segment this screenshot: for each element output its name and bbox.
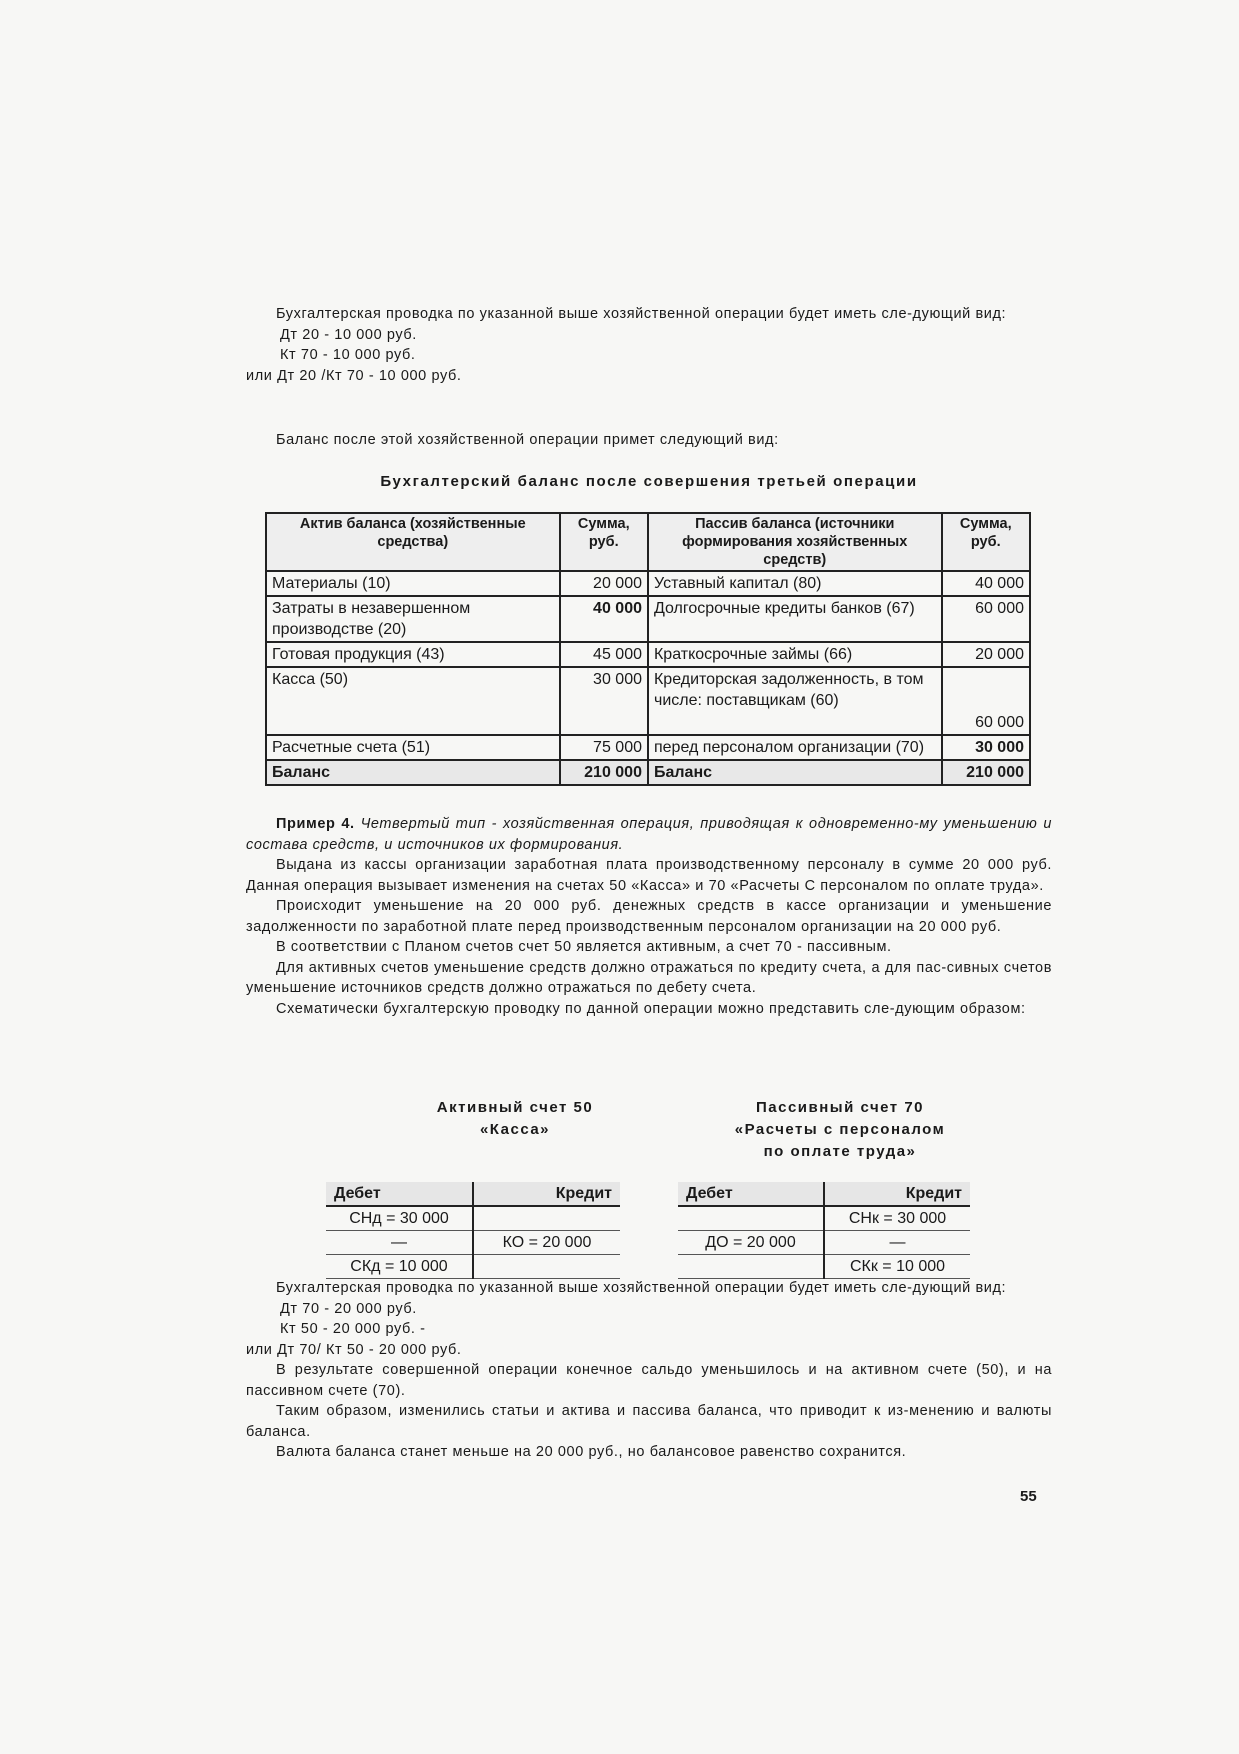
example-block	[246, 814, 1052, 1019]
asset-cell: Касса (50)	[266, 667, 560, 735]
example-label: Пример 4.	[276, 816, 355, 832]
balance-header-row	[266, 513, 1030, 571]
closing-para-2: Таким образом, изменились статьи и актива и пассива баланса, что приводит к из-менению и валюты баланса.	[246, 1403, 1052, 1440]
t-account-row	[678, 1255, 970, 1279]
example-para-5: Схематически бухгалтерскую проводку по данной операции можно представить сле-дующим образом:	[276, 1000, 1026, 1017]
credit-cell	[473, 1255, 620, 1279]
closing-para-1: В результате совершенной операции конечное сальдо уменьшилось и на активном счете (50), и на пассивном счете (70).	[246, 1362, 1052, 1399]
debit-cell	[678, 1255, 824, 1279]
closing-para-3: Валюта баланса станет меньше на 20 000 руб., но балансовое равенство сохранится.	[276, 1444, 907, 1460]
active-account-title-line2: «Касса»	[479, 1121, 551, 1138]
example-para-2: Происходит уменьшение на 20 000 руб. денежных средств в кассе организации и уменьшение задолженности по заработной плате перед производственным персоналом организации на 20 000 руб.	[246, 898, 1052, 935]
example-para-4: Для активных счетов уменьшение средств должно отражаться по кредиту счета, а для пас-сивных счетов уменьшение источников средств должно отражаться по дебету счета.	[246, 959, 1052, 996]
t-account-row	[326, 1231, 620, 1255]
closing-credit-line: Кт 50 - 20 000 руб. -	[280, 1321, 426, 1337]
table-row	[266, 642, 1030, 667]
active-t-account	[326, 1182, 620, 1279]
balance-title: Бухгалтерский баланс после совершения третьей операции	[380, 473, 918, 490]
debit-cell: СНд = 30 000	[326, 1206, 473, 1231]
entry-combined-line: или Дт 20 /Кт 70 - 10 000 руб.	[246, 367, 462, 384]
passive-account-title	[690, 1097, 990, 1163]
passive-account-title-line3: по оплате труда»	[763, 1143, 917, 1160]
asset-sum-cell: 45 000	[560, 642, 648, 667]
balance-intro-text: Баланс после этой хозяйственной операции примет следующий вид:	[276, 432, 779, 448]
entry-credit-line: Кт 70 - 10 000 руб.	[280, 347, 416, 363]
t-account-header	[678, 1182, 970, 1206]
credit-header: Кредит	[824, 1182, 970, 1206]
asset-cell: Затраты в незавершенном производстве (20)	[266, 596, 560, 642]
liability-cell: Краткосрочные займы (66)	[648, 642, 942, 667]
liability-sum-cell: 60 000	[942, 667, 1030, 735]
credit-cell: СКк = 10 000	[824, 1255, 970, 1279]
page-number: 55	[1020, 1488, 1037, 1505]
table-row	[266, 667, 1030, 735]
total-asset-sum: 210 000	[560, 760, 648, 785]
example-para-3: В соответствии с Планом счетов счет 50 является активным, а счет 70 - пассивным.	[276, 939, 892, 955]
intro-block	[246, 304, 1052, 386]
passive-t-account	[678, 1182, 970, 1279]
table-row	[266, 735, 1030, 760]
table-row	[266, 596, 1030, 642]
header-liability: Пассив баланса (источники формирования хозяйственных средств)	[648, 513, 942, 571]
balance-table	[265, 512, 1031, 786]
liability-sum-cell: 30 000	[942, 735, 1030, 760]
debit-header: Дебет	[326, 1182, 473, 1206]
liability-sum-cell: 40 000	[942, 571, 1030, 596]
credit-cell: СНк = 30 000	[824, 1206, 970, 1231]
asset-sum-cell: 75 000	[560, 735, 648, 760]
intro-paragraph: Бухгалтерская проводка по указанной выше хозяйственной операции будет иметь сле-дующий вид:	[276, 306, 1007, 322]
header-asset: Актив баланса (хозяйственные средства)	[266, 513, 560, 571]
liability-cell: Уставный капитал (80)	[648, 571, 942, 596]
closing-debit-line: Дт 70 - 20 000 руб.	[280, 1300, 417, 1317]
active-account-title	[380, 1097, 650, 1141]
asset-cell: Готовая продукция (43)	[266, 642, 560, 667]
t-account-row	[326, 1255, 620, 1279]
balance-total-row	[266, 760, 1030, 785]
passive-account-title-line1: Пассивный счет 70	[755, 1099, 924, 1116]
debit-cell: —	[326, 1231, 473, 1255]
closing-block	[246, 1278, 1052, 1463]
closing-paragraph: Бухгалтерская проводка по указанной выше хозяйственной операции будет иметь сле-дующий вид:	[276, 1280, 1007, 1296]
credit-header: Кредит	[473, 1182, 620, 1206]
liability-sum-cell: 20 000	[942, 642, 1030, 667]
asset-sum-cell: 30 000	[560, 667, 648, 735]
header-asset-sum: Сумма, руб.	[560, 513, 648, 571]
liability-sum-cell: 60 000	[942, 596, 1030, 642]
balance-intro	[246, 430, 1052, 451]
example-italic: Четвертый тип - хозяйственная операция, приводящая к одновременно-му уменьшению и состава средств, и источников их формирования.	[246, 816, 1052, 853]
total-asset-label: Баланс	[266, 760, 560, 785]
example-intro	[246, 814, 1052, 855]
example-para-1: Выдана из кассы организации заработная плата производственному персоналу в сумме 20 000 руб. Данная операция вызывает изменения на счетах 50 «Касса» и 70 «Расчеты С персоналом по оплате труда».	[246, 857, 1052, 894]
t-account-row	[678, 1231, 970, 1255]
active-account-title-line1: Активный счет 50	[436, 1099, 594, 1116]
entry-debit-line: Дт 20 - 10 000 руб.	[280, 326, 417, 343]
asset-sum-cell: 20 000	[560, 571, 648, 596]
header-liability-sum: Сумма, руб.	[942, 513, 1030, 571]
passive-account-title-line2: «Расчеты с персоналом	[734, 1121, 946, 1138]
liability-cell: перед персоналом организации (70)	[648, 735, 942, 760]
asset-cell: Материалы (10)	[266, 571, 560, 596]
closing-combined-line: или Дт 70/ Кт 50 - 20 000 руб.	[246, 1341, 462, 1358]
debit-cell: СКд = 10 000	[326, 1255, 473, 1279]
table-row	[266, 571, 1030, 596]
credit-cell	[473, 1206, 620, 1231]
asset-sum-cell: 40 000	[560, 596, 648, 642]
credit-cell: КО = 20 000	[473, 1231, 620, 1255]
t-account-row	[326, 1206, 620, 1231]
debit-cell	[678, 1206, 824, 1231]
debit-cell: ДО = 20 000	[678, 1231, 824, 1255]
liability-cell: Кредиторская задолженность, в том числе: поставщикам (60)	[648, 667, 942, 735]
liability-cell: Долгосрочные кредиты банков (67)	[648, 596, 942, 642]
debit-header: Дебет	[678, 1182, 824, 1206]
total-liability-label: Баланс	[648, 760, 942, 785]
t-account-row	[678, 1206, 970, 1231]
asset-cell: Расчетные счета (51)	[266, 735, 560, 760]
total-liability-sum: 210 000	[942, 760, 1030, 785]
t-account-header	[326, 1182, 620, 1206]
credit-cell: —	[824, 1231, 970, 1255]
